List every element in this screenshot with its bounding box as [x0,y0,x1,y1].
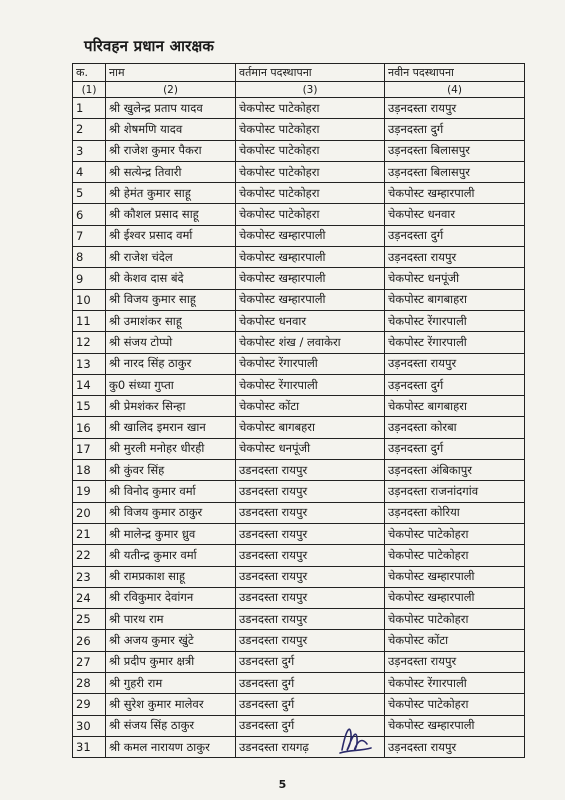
cell-current-posting: चेकपोस्ट पाटेकोहरा [236,140,385,161]
cell-serial: 31 [73,736,106,757]
cell-current-posting: चेकपोस्ट पाटेकोहरा [236,183,385,204]
cell-current-posting: उडनदस्ता दुर्ग [236,673,385,694]
header-name: नाम [106,64,236,82]
cell-new-posting: चेकपोस्ट पाटेकोहरा [385,523,525,544]
cell-current-posting: चेकपोस्ट पाटेकोहरा [236,204,385,225]
cell-current-posting: चेकपोस्ट रेंगारपाली [236,374,385,395]
cell-name: श्री रामप्रकाश साहू [106,566,236,587]
cell-serial: 25 [73,609,106,630]
cell-current-posting: उडनदस्ता रायपुर [236,609,385,630]
cell-new-posting: चेकपोस्ट रेंगारपाली [385,673,525,694]
table-row [73,183,525,204]
cell-name: श्री मुरली मनोहर धीरही [106,438,236,459]
cell-new-posting: चेकपोस्ट पाटेकोहरा [385,694,525,715]
cell-current-posting: चेकपोस्ट खम्हारपाली [236,225,385,246]
cell-name: श्री सुरेश कुमार मालेवर [106,694,236,715]
table-row [73,332,525,353]
cell-current-posting: चेकपोस्ट धनवार [236,310,385,331]
cell-new-posting: चेकपोस्ट खम्हारपाली [385,715,525,736]
cell-serial: 29 [73,694,106,715]
table-row [73,247,525,268]
cell-current-posting: चेकपोस्ट खम्हारपाली [236,247,385,268]
header-current-posting: वर्तमान पदस्थापना [236,64,385,82]
cell-new-posting: उड़नदस्ता रायपुर [385,247,525,268]
table-row [73,502,525,523]
cell-name: श्री कमल नारायण ठाकुर [106,736,236,757]
cell-name: श्री विजय कुमार साहू [106,289,236,310]
cell-current-posting: उडनदस्ता रायपुर [236,460,385,481]
header-row [73,64,525,82]
table-row [73,417,525,438]
cell-serial: 28 [73,673,106,694]
column-number: (4) [385,82,525,98]
cell-serial: 19 [73,481,106,502]
cell-new-posting: चेकपोस्ट बागबाहरा [385,289,525,310]
cell-name: कु0 संध्या गुप्ता [106,374,236,395]
cell-serial: 7 [73,225,106,246]
column-number: (1) [73,82,106,98]
cell-name: श्री उमाशंकर साहू [106,310,236,331]
cell-new-posting: चेकपोस्ट कोंटा [385,630,525,651]
cell-current-posting: चेकपोस्ट धनपूंजी [236,438,385,459]
cell-serial: 23 [73,566,106,587]
cell-name: श्री रविकुमार देवांगन [106,587,236,608]
cell-current-posting: उडनदस्ता रायपुर [236,481,385,502]
transfer-table [72,63,525,758]
table-row [73,630,525,651]
cell-serial: 5 [73,183,106,204]
table-row [73,736,525,757]
cell-serial: 17 [73,438,106,459]
cell-new-posting: चेकपोस्ट खम्हारपाली [385,587,525,608]
table-row [73,694,525,715]
cell-current-posting: उडनदस्ता रायपुर [236,630,385,651]
cell-name: श्री शेषमणि यादव [106,119,236,140]
cell-serial: 22 [73,545,106,566]
cell-name: श्री पारथ राम [106,609,236,630]
cell-serial: 27 [73,651,106,672]
cell-new-posting: चेकपोस्ट पाटेकोहरा [385,609,525,630]
table-row [73,310,525,331]
cell-name: श्री ईश्वर प्रसाद वर्मा [106,225,236,246]
table-row [73,161,525,182]
cell-new-posting: उड़नदस्ता रायपुर [385,98,525,119]
table-row [73,523,525,544]
cell-current-posting: चेकपोस्ट पाटेकोहरा [236,161,385,182]
cell-serial: 14 [73,374,106,395]
cell-name: श्री अजय कुमार खुंटे [106,630,236,651]
cell-new-posting: चेकपोस्ट रेंगारपाली [385,332,525,353]
cell-current-posting: चेकपोस्ट रेंगारपाली [236,353,385,374]
table-row [73,204,525,225]
cell-serial: 3 [73,140,106,161]
table-row [73,673,525,694]
cell-serial: 24 [73,587,106,608]
cell-serial: 26 [73,630,106,651]
table-row [73,460,525,481]
cell-name: श्री कुंवर सिंह [106,460,236,481]
cell-current-posting: चेकपोस्ट शंख / लवाकेरा [236,332,385,353]
cell-current-posting: उडनदस्ता दुर्ग [236,715,385,736]
cell-serial: 9 [73,268,106,289]
cell-new-posting: चेकपोस्ट धनपूंजी [385,268,525,289]
cell-new-posting: उड़नदस्ता रायपुर [385,353,525,374]
table-row [73,609,525,630]
cell-new-posting: उड़नदस्ता दुर्ग [385,225,525,246]
cell-serial: 1 [73,98,106,119]
cell-current-posting: उडनदस्ता रायपुर [236,566,385,587]
cell-serial: 13 [73,353,106,374]
cell-new-posting: चेकपोस्ट पाटेकोहरा [385,545,525,566]
cell-current-posting: उडनदस्ता दुर्ग [236,651,385,672]
cell-current-posting: चेकपोस्ट बागबहरा [236,417,385,438]
column-number: (3) [236,82,385,98]
cell-current-posting: उडनदस्ता रायगढ़ [236,736,385,757]
table-row [73,438,525,459]
page-number: 5 [278,778,287,791]
cell-new-posting: उड़नदस्ता कोरिया [385,502,525,523]
cell-new-posting: उड़नदस्ता बिलासपुर [385,140,525,161]
cell-serial: 16 [73,417,106,438]
cell-new-posting: उड़नदस्ता रायपुर [385,651,525,672]
table-row [73,481,525,502]
cell-current-posting: उडनदस्ता रायपुर [236,523,385,544]
cell-name: श्री यतीन्द्र कुमार वर्मा [106,545,236,566]
table-row [73,98,525,119]
table-row [73,225,525,246]
cell-name: श्री गुहरी राम [106,673,236,694]
table-body [73,98,525,758]
table-row [73,268,525,289]
signature-icon [336,720,374,758]
table-row [73,587,525,608]
cell-name: श्री खुलेन्द्र प्रताप यादव [106,98,236,119]
cell-new-posting: उड़नदस्ता बिलासपुर [385,161,525,182]
cell-new-posting: उड़नदस्ता दुर्ग [385,374,525,395]
page-title: परिवहन प्रधान आरक्षक [84,37,215,55]
cell-name: श्री प्रेमशंकर सिन्हा [106,396,236,417]
cell-serial: 8 [73,247,106,268]
cell-name: श्री मालेन्द्र कुमार ध्रुव [106,523,236,544]
cell-new-posting: चेकपोस्ट खम्हारपाली [385,566,525,587]
column-number: (2) [106,82,236,98]
cell-name: श्री केशव दास बंदे [106,268,236,289]
cell-new-posting: चेकपोस्ट खम्हारपाली [385,183,525,204]
cell-current-posting: उडनदस्ता रायपुर [236,545,385,566]
cell-serial: 2 [73,119,106,140]
cell-new-posting: चेकपोस्ट बागबाहरा [385,396,525,417]
cell-current-posting: चेकपोस्ट कोंटा [236,396,385,417]
cell-name: श्री संजय टोप्पो [106,332,236,353]
cell-name: श्री राजेश कुमार पैकरा [106,140,236,161]
cell-serial: 30 [73,715,106,736]
table-row [73,566,525,587]
cell-serial: 18 [73,460,106,481]
cell-serial: 6 [73,204,106,225]
table-row [73,353,525,374]
cell-new-posting: उड़नदस्ता दुर्ग [385,438,525,459]
cell-name: श्री हेमंत कुमार साहू [106,183,236,204]
cell-serial: 20 [73,502,106,523]
cell-name: श्री विनोद कुमार वर्मा [106,481,236,502]
cell-serial: 12 [73,332,106,353]
cell-current-posting: उडनदस्ता दुर्ग [236,694,385,715]
table-row [73,289,525,310]
header-new-posting: नवीन पदस्थापना [385,64,525,82]
cell-current-posting: चेकपोस्ट खम्हारपाली [236,268,385,289]
cell-new-posting: चेकपोस्ट रेंगारपाली [385,310,525,331]
cell-name: श्री खालिद इमरान खान [106,417,236,438]
cell-serial: 15 [73,396,106,417]
table-row [73,651,525,672]
cell-name: श्री नारद सिंह ठाकुर [106,353,236,374]
table-row [73,374,525,395]
cell-current-posting: उडनदस्ता रायपुर [236,502,385,523]
cell-serial: 21 [73,523,106,544]
cell-new-posting: उड़नदस्ता कोरबा [385,417,525,438]
table-row [73,396,525,417]
cell-new-posting: उड़नदस्ता दुर्ग [385,119,525,140]
cell-new-posting: उड़नदस्ता अंबिकापुर [385,460,525,481]
cell-new-posting: उड़नदस्ता रायपुर [385,736,525,757]
table-row [73,119,525,140]
cell-name: श्री कौशल प्रसाद साहू [106,204,236,225]
cell-name: श्री संजय सिंह ठाकुर [106,715,236,736]
cell-new-posting: उड़नदस्ता राजनांदगांव [385,481,525,502]
cell-new-posting: चेकपोस्ट धनवार [385,204,525,225]
column-number-row [73,82,525,98]
cell-serial: 4 [73,161,106,182]
cell-current-posting: उडनदस्ता रायपुर [236,587,385,608]
cell-current-posting: चेकपोस्ट पाटेकोहरा [236,98,385,119]
header-serial: क. [73,64,106,82]
table-row [73,140,525,161]
cell-serial: 10 [73,289,106,310]
table-row [73,715,525,736]
cell-serial: 11 [73,310,106,331]
cell-name: श्री सत्येन्द्र तिवारी [106,161,236,182]
table-row [73,545,525,566]
cell-current-posting: चेकपोस्ट खम्हारपाली [236,289,385,310]
cell-name: श्री प्रदीप कुमार क्षत्री [106,651,236,672]
cell-name: श्री राजेश चंदेल [106,247,236,268]
cell-name: श्री विजय कुमार ठाकुर [106,502,236,523]
cell-current-posting: चेकपोस्ट पाटेकोहरा [236,119,385,140]
